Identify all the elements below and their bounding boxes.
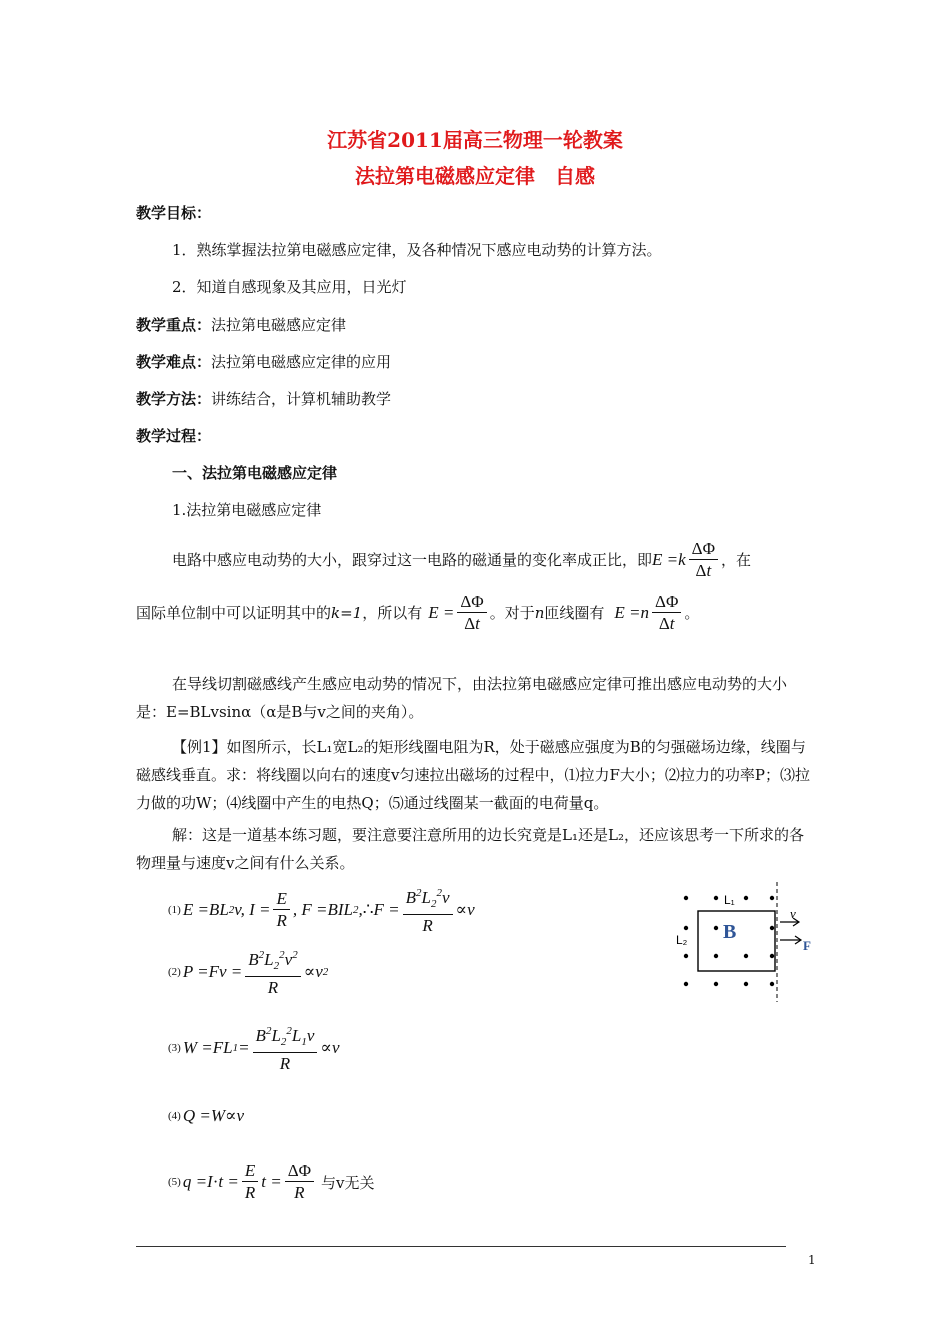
doc-title: 江苏省2011届高三物理一轮教案 [327,128,623,152]
faraday-law-line [172,538,751,582]
si-text: 国际单位制中可以证明其中的 [136,604,332,622]
goal-item-2: 2．知道自感现象及其应用，日光灯 [172,278,407,296]
si-unit-line [136,588,699,638]
label-l1: L₁ [724,893,735,907]
eq1-number: (1) [168,904,181,916]
eq5-number: (5) [168,1176,181,1188]
method-label: 教学方法： [136,390,212,408]
eq3-number: (3) [168,1042,181,1054]
n-var: n [534,604,545,622]
si-mid3: 匝线圈有 [544,604,605,622]
equation-4: (4) Q =W ∝ v [168,1106,245,1125]
si-end: 。 [684,604,700,622]
solution-intro: 解：这是一道基本练习题，要注意要注意所用的边长究竟是L₁还是L₂，还应该思考一下所求的各物理量与速度v之间有什么关系。 [136,826,804,872]
difficulty-label: 教学难点： [136,353,212,371]
formula-e-k: E =k [652,550,686,569]
formula-e: E = [428,603,455,622]
page-number: 1 [808,1253,816,1267]
formula-e-n: E =n [614,603,650,622]
motional-emf-paragraph: 在导线切割磁感线产生感应电动势的情况下，由法拉第电磁感应定律可推出感应电动势的大小是：E=BLvsinα（α是B与v之间的夹角）。 [136,675,788,721]
difficulty-text: 法拉第电磁感应定律的应用 [211,353,392,371]
eq4-number: (4) [168,1110,181,1122]
equation-5: (5) q =I · t = $\frac{E}{R}$ t = $\frac{\Delta\Phi}{R}$ 与v无关 [168,1160,375,1202]
eq2-number: (2) [168,966,181,978]
method [136,389,391,409]
equation-3: (3) W =FL 1 = $\frac{B^2L_2^2L_1v}{R}$ ∝ v [168,1020,339,1076]
coil-rectangle [698,911,775,971]
process-heading: 教学过程： [136,427,212,445]
label-f: F [803,938,811,953]
si-mid: ，所以有 [362,604,423,622]
si-mid2: 。对于 [489,604,535,622]
goals-heading: 教学目标： [136,204,212,222]
section1-heading: 一、法拉第电磁感应定律 [172,464,338,482]
key-point-text: 法拉第电磁感应定律 [211,316,347,334]
equation-2: (2) P =Fv = $\frac{B^2L_2^2v^2}{R}$ ∝ v 2 [168,948,328,996]
equation-1: (1) E =BL 2 v, I = $\frac{E}{R}$ , F =BIL 2 , ∴ F = $\frac{B^2L_2^2v}{R}$ ∝ v [168,886,475,934]
eq5-tail: 与v无关 [321,1173,375,1192]
fraction-dphi-dt: $\frac{\Delta\Phi}{\Delta t}$ [689,539,718,582]
section1-sub: 1.法拉第电磁感应定律 [172,501,322,519]
footer-rule [136,1246,786,1247]
key-point-label: 教学重点： [136,316,212,334]
fraction-dphi-dt-2: $\frac{\Delta\Phi}{\Delta t}$ [457,592,486,635]
k-equals-one: k=1 [331,604,363,622]
difficulty [136,352,391,372]
label-v: v [790,906,796,921]
label-b: B [723,921,737,943]
faraday-law-tail: ，在 [721,551,752,569]
coil-diagram [668,882,818,1002]
faraday-law-text: 电路中感应电动势的大小，跟穿过这一电路的磁通量的变化率成正比，即 [172,551,653,569]
key-point [136,315,346,335]
doc-subtitle: 法拉第电磁感应定律 自感 [355,164,595,188]
method-text: 讲练结合，计算机辅助教学 [211,390,392,408]
label-l2: L₂ [676,933,688,947]
fraction-dphi-dt-3: $\frac{\Delta\Phi}{\Delta t}$ [652,592,681,635]
example-1: 【例1】如图所示，长L₁宽L₂的矩形线圈电阻为R，处于磁感应强度为B的匀强磁场边缘，线圈与磁感线垂直。求：将线圈以向右的速度v匀速拉出磁场的过程中，⑴拉力F大小；⑵拉力的功率P；⑶拉力做的功W；⑷线圈中产生的电热Q；⑸通过线圈某一截面的电荷量q。 [136,738,810,812]
goal-item-1: 1．熟练掌握法拉第电磁感应定律，及各种情况下感应电动势的计算方法。 [172,241,662,259]
